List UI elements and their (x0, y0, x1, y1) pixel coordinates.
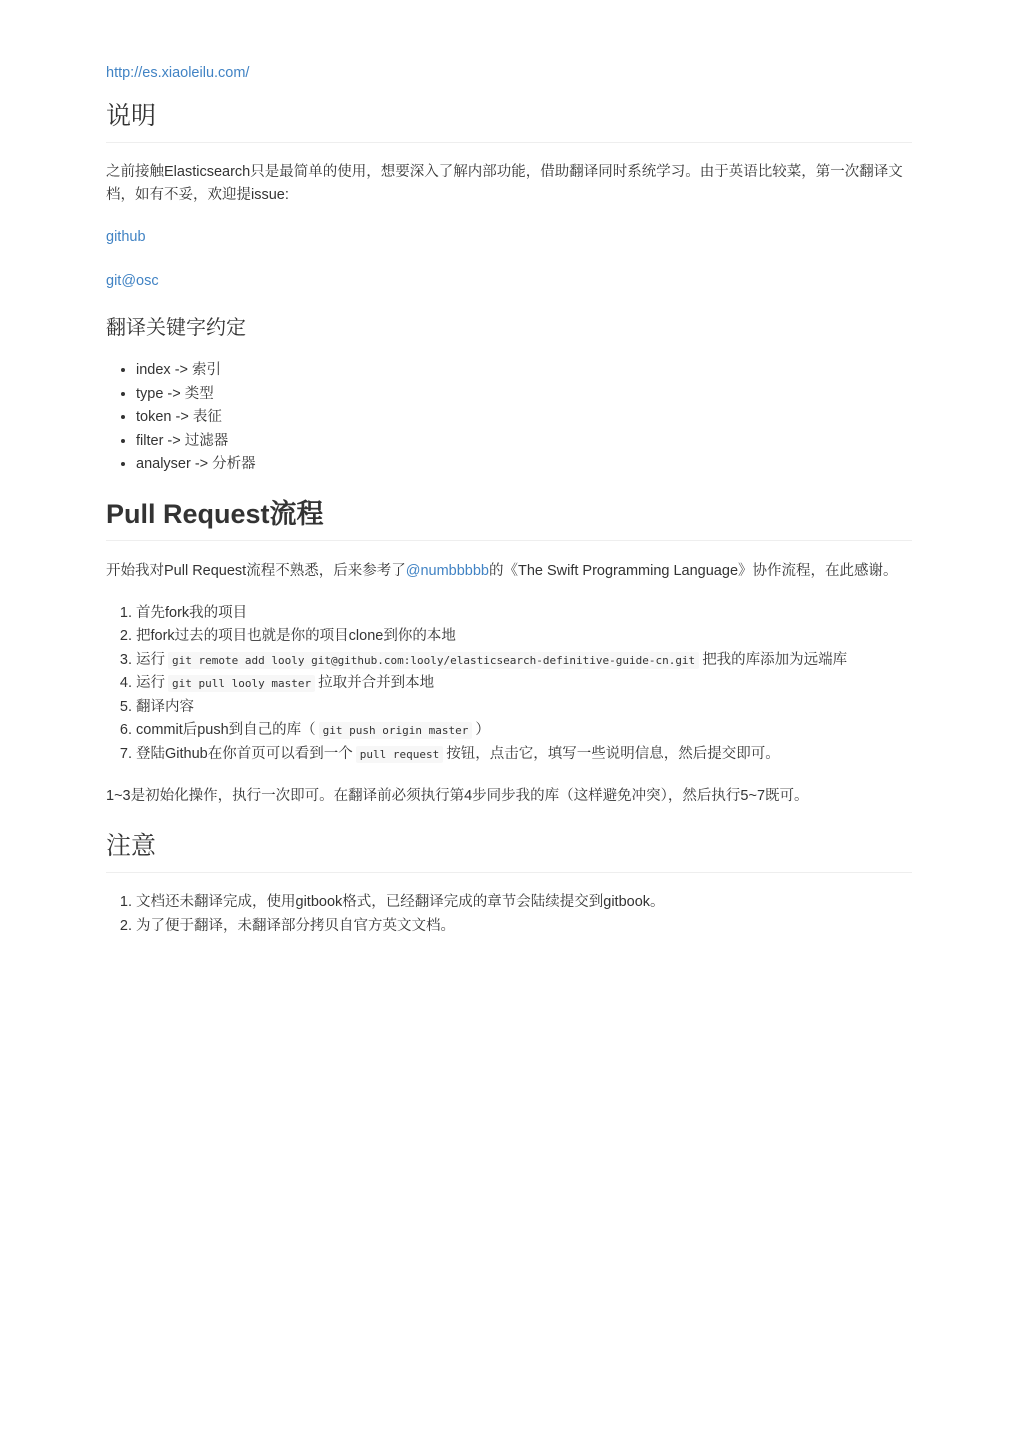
pr-intro-paragraph (106, 560, 912, 583)
git-pull-code: git pull looly master (168, 675, 315, 692)
intro-paragraph: 之前接触Elasticsearch只是最简单的使用，想要深入了解内部功能，借助翻译同时系统学习。由于英语比较菜，第一次翻译文档，如有不妥，欢迎提issue: (106, 164, 903, 203)
github-link-paragraph (106, 226, 912, 249)
github-link[interactable]: github (106, 229, 146, 245)
git-remote-add-code: git remote add looly git@github.com:looly/elasticsearch-definitive-guide-cn.git (168, 652, 699, 669)
pr-intro-after: 的《The Swift Programming Language》协作流程，在此感谢。 (488, 562, 898, 579)
git-push-code: git push origin master (319, 722, 473, 739)
pr-note-paragraph: 1~3是初始化操作，执行一次即可。在翻译前必须执行第4步同步我的库（这样避免冲突），然后执行5~7既可。 (106, 788, 809, 804)
pr-step-4-before: 运行 (136, 675, 165, 691)
site-url-link[interactable]: http://es.xiaoleilu.com/ (106, 65, 250, 81)
keyword-item-analyser: • analyser -> 分析器 (136, 453, 912, 477)
attention-heading: 注意 (106, 830, 912, 873)
pr-step-6-before: commit后push到自己的库（ (136, 722, 316, 738)
keyword-item-token: • token -> 表征 (136, 406, 912, 430)
pr-step-3-before: 运行 (136, 651, 165, 668)
keywords-list (106, 359, 912, 477)
pr-steps-list (106, 602, 912, 767)
pr-heading: Pull Request流程 (106, 498, 912, 541)
gitosc-link[interactable]: git@osc (106, 273, 159, 289)
numbbbbb-link[interactable]: @numbbbbb (405, 562, 489, 579)
document-page (106, 60, 912, 938)
pr-step-6 (136, 719, 912, 743)
keywords-heading: 翻译关键字约定 (106, 317, 246, 339)
pr-step-6-after: ） (475, 722, 490, 738)
keyword-item-index: • index -> 索引 (136, 359, 912, 383)
pr-step-7 (136, 743, 912, 767)
pr-step-4 (136, 672, 912, 696)
attention-list (106, 891, 912, 938)
top-link-paragraph (106, 62, 912, 85)
pr-step-7-after: 按钮，点击它，填写一些说明信息，然后提交即可。 (446, 745, 780, 762)
pull-request-code: pull request (356, 746, 443, 763)
pr-step-5: 5. 翻译内容 (136, 696, 912, 720)
gitosc-link-paragraph (106, 270, 912, 293)
attention-item-1: 1. 文档还未翻译完成，使用gitbook格式，已经翻译完成的章节会陆续提交到gitbook。 (136, 891, 912, 915)
keyword-item-filter: • filter -> 过滤器 (136, 430, 912, 454)
intro-heading: 说明 (106, 100, 912, 143)
pr-step-3 (136, 649, 912, 673)
pr-step-7-before: 登陆Github在你首页可以看到一个 (136, 745, 353, 762)
pr-intro-before: 开始我对Pull Request流程不熟悉，后来参考了 (106, 562, 406, 579)
keyword-item-type: • type -> 类型 (136, 383, 912, 407)
pr-step-1: 1. 首先fork我的项目 (136, 602, 912, 626)
pr-step-4-after: 拉取并合并到本地 (318, 675, 435, 691)
attention-item-2: 2. 为了便于翻译，未翻译部分拷贝自官方英文文档。 (136, 915, 912, 939)
pr-step-3-after: 把我的库添加为远端库 (702, 651, 848, 668)
pr-step-2: 2. 把fork过去的项目也就是你的项目clone到你的本地 (136, 625, 912, 649)
